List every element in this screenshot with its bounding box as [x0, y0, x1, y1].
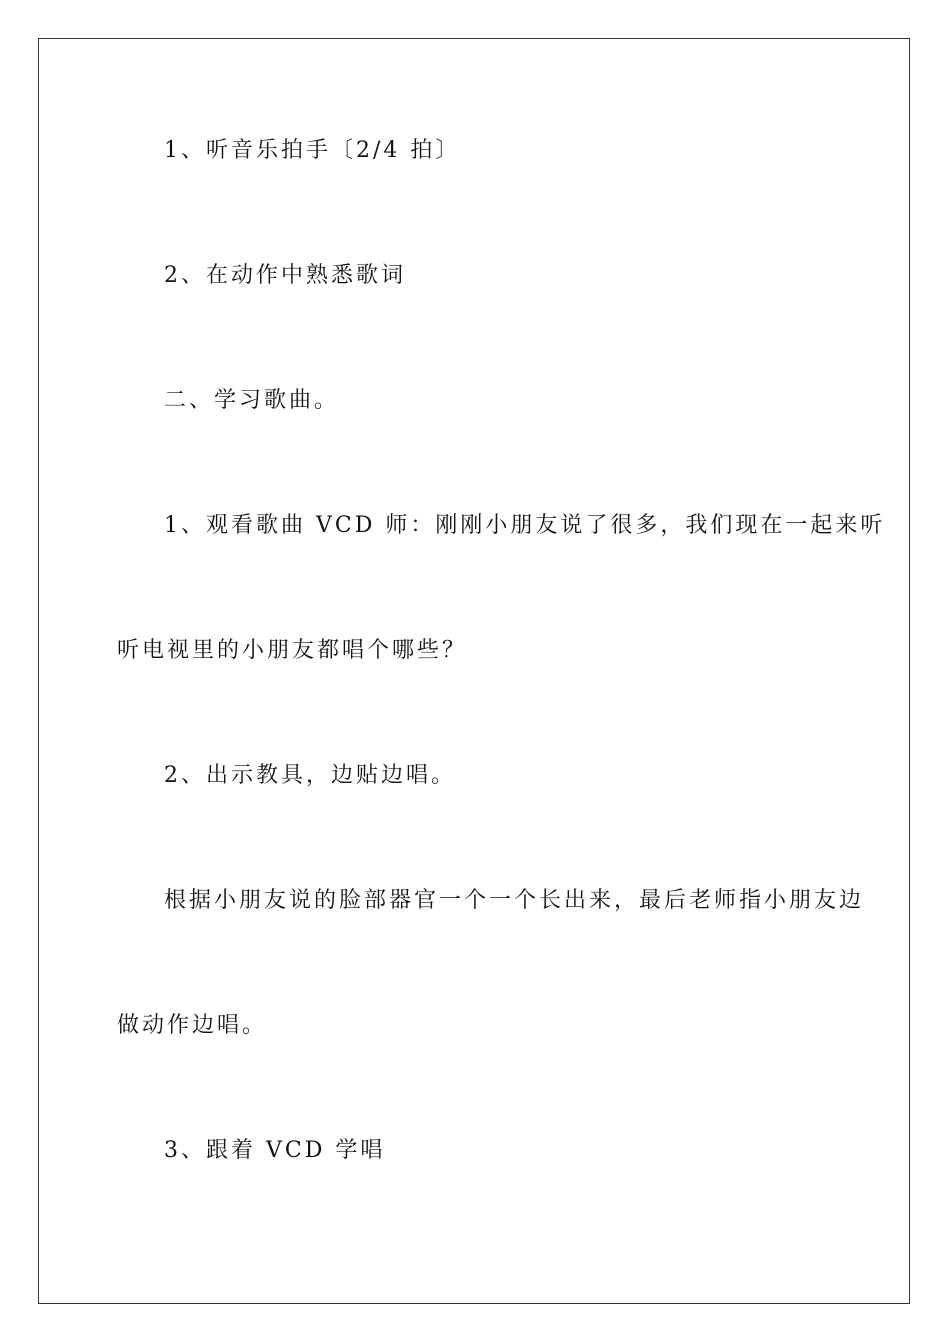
- paragraph-line: 1、听音乐拍手〔2/4 拍〕: [164, 138, 461, 163]
- paragraph-line: 听电视里的小朋友都唱个哪些？: [117, 638, 468, 663]
- paragraph-line: 根据小朋友说的脸部器官一个一个长出来，最后老师指小朋友边: [164, 888, 865, 913]
- section-heading: 二、学习歌曲。: [164, 388, 340, 413]
- paragraph-line: 1、观看歌曲 VCD 师：刚刚小朋友说了很多，我们现在一起来听: [164, 513, 886, 538]
- paragraph-line: 2、在动作中熟悉歌词: [164, 263, 406, 288]
- paragraph-line: 做动作边唱。: [117, 1013, 268, 1038]
- page-frame: [38, 38, 910, 1304]
- paragraph-line: 2、出示教具，边贴边唱。: [164, 763, 456, 788]
- paragraph-line: 3、跟着 VCD 学唱: [164, 1138, 386, 1163]
